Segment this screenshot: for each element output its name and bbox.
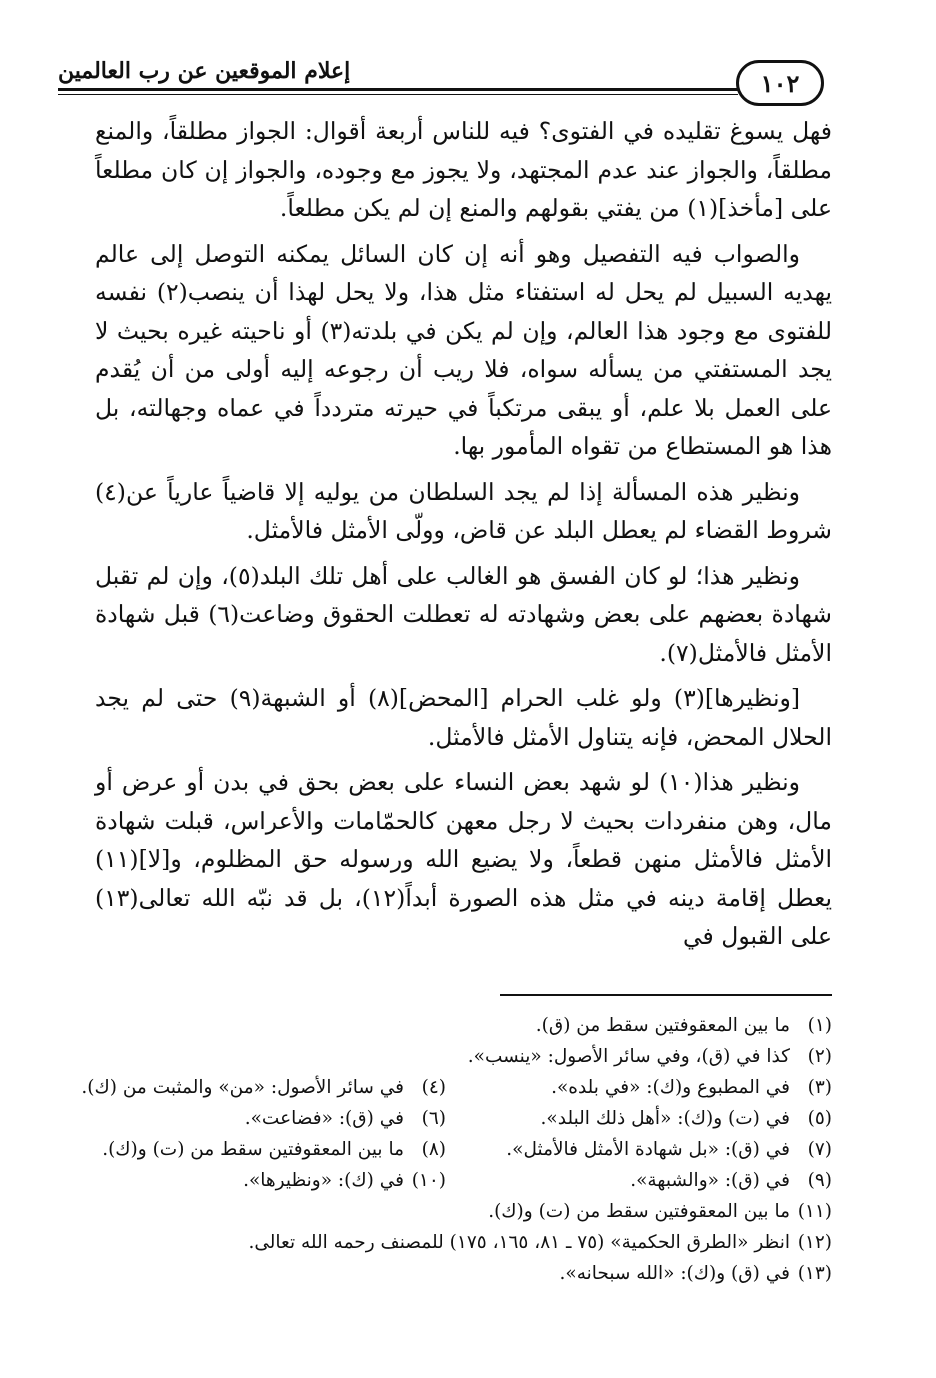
footnote: (٣)في المطبوع و(ك): «في بلده». [551,1077,832,1098]
footnote-line [60,1196,832,1227]
paragraph: ونظير هذا؛ لو كان الفسق هو الغالب على أهل تلك البلد(٥)، وإن لم تقبل شهادة بعضهم على بعض وشهادته له تعطلت الحقوق وضاعت(٦) قبل شهادة الأمثل فالأمثل(٧). [95,561,832,667]
footnote-line [60,1134,832,1165]
footnote: (١٢)انظر «الطرق الحكمية» (٧٥ ـ ٨١، ١٦٥، ١٧٥) للمصنف رحمه الله تعالى. [248,1232,832,1253]
footnote-line [60,1041,832,1072]
footnotes [60,1010,832,1289]
footnote-line [60,1258,832,1289]
footnote: (٩)في (ق): «والشبهة». [630,1170,832,1191]
page-number: ١٠٢ [760,68,800,98]
footnote: (٨)ما بين المعقوفتين سقط من (ت) و(ك). [102,1139,446,1160]
page-number-badge [736,60,824,106]
footnote: (١٠)في (ك): «ونظيرها». [243,1170,446,1191]
footnote: (٤)في سائر الأصول: «من» والمثبت من (ك). [81,1077,446,1098]
footnote-line [60,1072,832,1103]
footnote-line [60,1165,832,1196]
running-header [58,40,832,100]
book-title: إعلام الموقعين عن رب العالمين [58,58,351,84]
paragraph: والصواب فيه التفصيل وهو أنه إن كان السائل يمكنه التوصل إلى عالم يهديه السبيل لم يحل له استفتاء مثل هذا، ولا يحل لهذا أن ينصب(٢) نفسه للفتوى مع وجود هذا العالم، وإن لم يكن في بلدته(٣) أو ناحيته غيره بحيث لا يجد المستفتي من يسأله سواه، فلا ريب أن رجوعه إليه أولى من أن يُقدم على العمل بلا علم، أو يبقى مرتكباً في حيرته متردداً في عماه وجهالته، بل هذا هو المستطاع من تقواه المأمور بها. [95,239,833,460]
footnote-line [60,1103,832,1134]
footnote: (٥)في (ت) و(ك): «أهل ذلك البلد». [540,1108,832,1129]
footnote: (٧)في (ق): «بل شهادة الأمثل فالأمثل». [506,1139,832,1160]
footnote-line [60,1227,832,1258]
footnote: (٢)كذا في (ق)، وفي سائر الأصول: «ينسب». [467,1046,832,1067]
footnote-separator [500,994,832,996]
main-text [95,112,832,956]
footnote: (١١)ما بين المعقوفتين سقط من (ت) و(ك). [488,1201,832,1222]
header-rule [58,88,738,91]
paragraph: ونظير هذا(١٠) لو شهد بعض النساء على بعض بحق في بدن أو عرض أو مال، وهن منفردات بحيث لا رجل معهن كالحمّامات والأعراس، قبلت شهادة الأمثل فالأمثل منهن قطعاً، ولا يضيع الله ورسوله حق المظلوم، و[لا](١١) يعطل إقامة دينه في مثل هذه الصورة أبداً(١٢)، بل قد نبّه الله تعالى(١٣) على القبول في [95,768,833,950]
paragraph: فهل يسوغ تقليده في الفتوى؟ فيه للناس أربعة أقوال: الجواز مطلقاً، والمنع مطلقاً، والجواز عند عدم المجتهد، ولا يجوز مع وجوده، والجواز إن كان مطلعاً على [مأخذ](١) من يفتي بقولهم والمنع إن لم يكن مطلعاً. [95,117,832,222]
footnote: (١)ما بين المعقوفتين سقط من (ق). [535,1015,832,1036]
paragraph: ونظير هذه المسألة إذا لم يجد السلطان من يوليه إلا قاضياً عارياً عن(٤) شروط القضاء لم يعطل البلد عن قاض، وولّى الأمثل فالأمثل. [95,477,832,544]
paragraph: [ونظيرها](٣) ولو غلب الحرام [المحض](٨) أو الشبهة(٩) حتى لم يجد الحلال المحض، فإنه يتناول الأمثل فالأمثل. [95,684,832,751]
footnote-line [60,1010,832,1041]
header-rule-thin [58,94,738,95]
footnote: (٦)في (ق): «فضاعت». [244,1108,446,1129]
footnote: (١٣)في (ق) و(ك): «الله سبحانه». [559,1263,832,1284]
